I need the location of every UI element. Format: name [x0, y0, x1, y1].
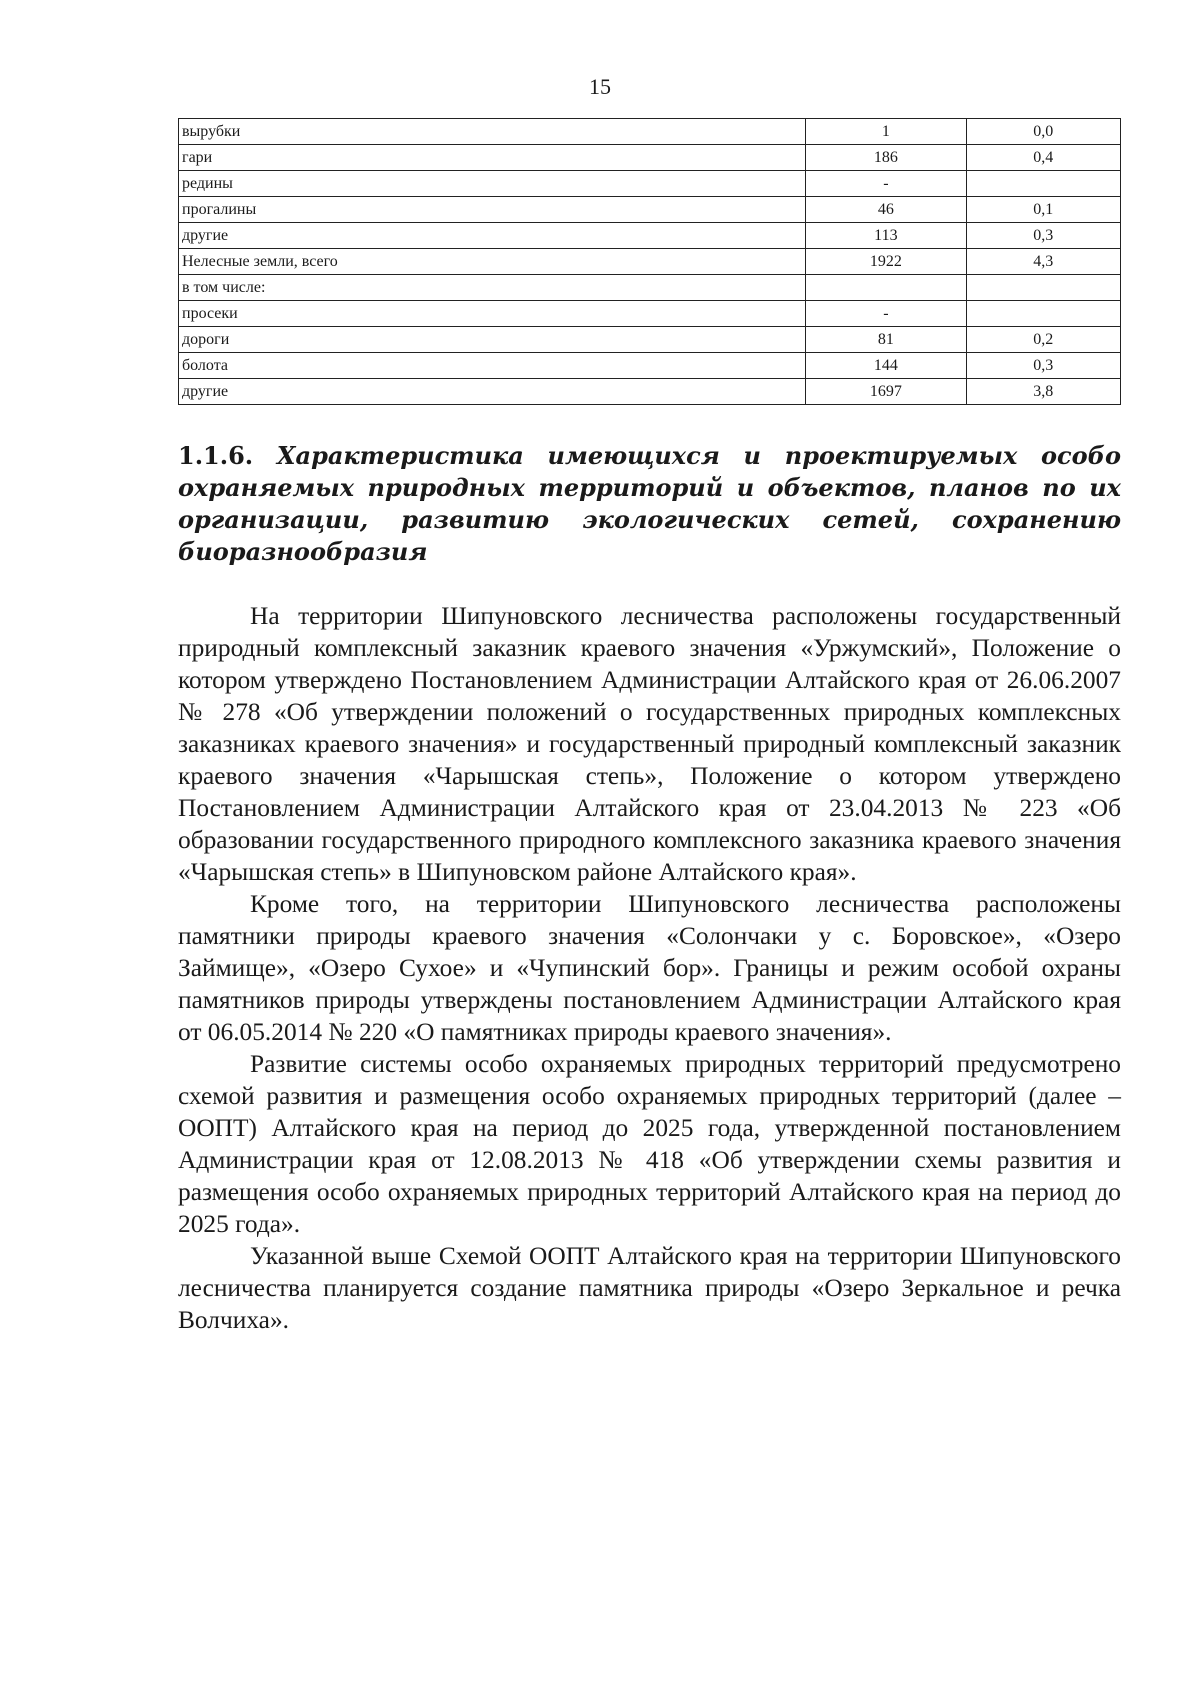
row-area: 81	[806, 327, 966, 353]
row-area	[806, 275, 966, 301]
page-number: 15	[589, 74, 611, 99]
paragraph: Указанной выше Схемой ООПТ Алтайского края на территории Шипуновского лесничества планируется создание памятника природы «Озеро Зеркальное и речка Волчиха».	[178, 1242, 1121, 1334]
section-number: 1.1.6.	[178, 441, 254, 470]
table-row	[179, 197, 1121, 223]
paragraph: На территории Шипуновского лесничества расположены государственный природный комплексный заказник краевого значения «Уржумский», Положение о котором утверждено Постановлением Администрации Алтайского края от 26.06.2007 № 278 «Об утверждении положений о государственных природных комплексных заказниках краевого значения» и государственный природный комплексный заказник краевого значения «Чарышская степь», Положение о котором утверждено Постановлением Администрации Алтайского края от 23.04.2013 № 223 «Об образовании государственного природного комплексного заказника краевого значения «Чарышская степь» в Шипуновском районе Алтайского края».	[178, 602, 1121, 886]
row-area: 46	[806, 197, 966, 223]
paragraph: Развитие системы особо охраняемых природных территорий предусмотрено схемой развития и размещения особо охраняемых природных территорий (далее – ООПТ) Алтайского края на период до 2025 года, утвержденной постановлением Администрации края от 12.08.2013 № 418 «Об утверждении схемы развития и размещения особо охраняемых природных территорий Алтайского края на период до 2025 года».	[178, 1050, 1121, 1238]
row-name: Нелесные земли, всего	[179, 249, 806, 275]
land-category-table	[178, 118, 1121, 405]
table-row	[179, 171, 1121, 197]
row-percent: 4,3	[966, 249, 1120, 275]
table-row	[179, 223, 1121, 249]
row-percent: 0,0	[966, 119, 1120, 145]
row-percent	[966, 171, 1120, 197]
table-row	[179, 353, 1121, 379]
row-name: гари	[179, 145, 806, 171]
row-name: просеки	[179, 301, 806, 327]
table-row	[179, 249, 1121, 275]
row-area: 113	[806, 223, 966, 249]
row-name: болота	[179, 353, 806, 379]
table-row	[179, 145, 1121, 171]
table-row	[179, 327, 1121, 353]
row-area: -	[806, 301, 966, 327]
row-area: 1922	[806, 249, 966, 275]
row-percent: 0,2	[966, 327, 1120, 353]
row-name: другие	[179, 379, 806, 405]
row-area: 186	[806, 145, 966, 171]
row-percent	[966, 275, 1120, 301]
row-area: 144	[806, 353, 966, 379]
row-area: -	[806, 171, 966, 197]
section-heading	[178, 440, 1121, 568]
row-area: 1697	[806, 379, 966, 405]
row-name: вырубки	[179, 119, 806, 145]
row-percent	[966, 301, 1120, 327]
row-area: 1	[806, 119, 966, 145]
row-name: прогалины	[179, 197, 806, 223]
section-body	[178, 600, 1121, 1336]
row-name: дороги	[179, 327, 806, 353]
row-name: другие	[179, 223, 806, 249]
table-row	[179, 119, 1121, 145]
row-name: редины	[179, 171, 806, 197]
table-row	[179, 379, 1121, 405]
row-percent: 0,4	[966, 145, 1120, 171]
table-row	[179, 275, 1121, 301]
row-percent: 3,8	[966, 379, 1120, 405]
row-percent: 0,1	[966, 197, 1120, 223]
row-percent: 0,3	[966, 353, 1120, 379]
table-row	[179, 301, 1121, 327]
row-name: в том числе:	[179, 275, 806, 301]
section-title: Характеристика имеющихся и проектируемых особо охраняемых природных территорий и объектов, планов по их организации, развитию экологических сетей, сохранению биоразнообразия	[178, 441, 1122, 566]
row-percent: 0,3	[966, 223, 1120, 249]
paragraph: Кроме того, на территории Шипуновского лесничества расположены памятники природы краевого значения «Солончаки у с. Боровское», «Озеро Займище», «Озеро Сухое» и «Чупинский бор». Границы и режим особой охраны памятников природы утверждены постановлением Администрации Алтайского края от 06.05.2014 № 220 «О памятниках природы краевого значения».	[178, 890, 1121, 1046]
